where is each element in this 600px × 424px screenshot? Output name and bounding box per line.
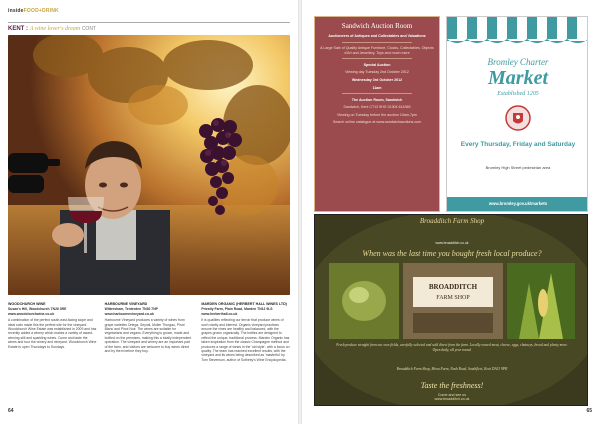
farm-address: Broadditch Farm Shop, Mena Farm, Nash Road, Southfleet, Kent DA13 9PR <box>396 367 508 371</box>
market-days: Every Thursday, Friday and Saturday <box>460 141 576 148</box>
auction-divider <box>342 93 412 94</box>
auction-divider <box>342 42 412 43</box>
section-accent: FOOD+DRINK <box>23 8 59 14</box>
vineyard-photo <box>8 35 290 295</box>
kent-separator: : <box>26 26 30 32</box>
header-divider <box>8 22 290 23</box>
auction-body: A Large Sale of Quality Antique Furniture, Clocks, Collectables, Objects d'Art and Jewellery, Toys and much more <box>320 46 434 55</box>
auction-address: Sandwich, Kent CT13 9HG 01304 614369 <box>343 105 411 110</box>
listing-columns <box>8 302 290 362</box>
kent-heading <box>8 26 96 32</box>
listing-body: It is qualities reflecting our terroir that produce wines of such clarity and interest. Organic vineyard practices ensure the vines are healthy and balanced, with the grapes grown organically. The bottles are designed to reflect the unique, traditional process. Marden Organic has taken inspiration from the classic Champagne method and produces a range of wines in the 'old style', with a focus on quality. The team has reached excellent results, with the vineyard and its wines being described as 'masterful' by Tom Stevenson, author of Sotheby's Wine Encyclopedia. <box>201 318 290 362</box>
listing-marden <box>201 302 290 362</box>
farm-shop-advert <box>314 214 588 406</box>
hero-photo <box>8 35 290 295</box>
market-title-small: Bromley Charter <box>487 57 549 67</box>
market-title-large: Market <box>488 67 548 89</box>
farm-bottom <box>315 393 588 402</box>
listing-harbourne <box>105 302 194 362</box>
listing-woodchurch <box>8 302 97 362</box>
bunting-decoration <box>447 17 588 49</box>
listing-heading: WOODCHURCH WINE <box>8 302 46 306</box>
crest-icon <box>505 103 531 133</box>
farm-url-top[interactable]: www.broadditch.co.uk <box>435 241 469 245</box>
auction-venue: The Auction Room, Sandwich <box>351 97 403 102</box>
listing-heading: MARDEN ORGANIC (HERBERT HALL WINES LTD) <box>201 302 287 306</box>
auction-advert <box>314 16 440 212</box>
market-url[interactable]: www.bromley.gov.uk/markets <box>447 197 588 211</box>
auction-viewing-note: Viewing on Tuesday before the auction 10am-7pm <box>336 112 418 117</box>
market-location: Bromley High Street pedestrian area <box>485 165 551 170</box>
section-prefix: inside <box>8 8 24 14</box>
kent-cont: CONT <box>81 26 96 32</box>
market-established: Established 1205 <box>497 91 539 97</box>
page-number-left: 64 <box>8 408 14 414</box>
section-tag <box>8 8 59 14</box>
right-page <box>302 0 600 424</box>
listing-address: Priestly Farm, Plain Road, Marden TN12 9LS www.herberthall.co.uk <box>201 307 273 316</box>
farm-sign-text-2: FARM SHOP <box>436 295 470 301</box>
auction-viewing: Viewing day Tuesday 2nd October 2012 <box>345 70 409 75</box>
left-page <box>0 0 298 424</box>
auction-divider <box>342 58 412 59</box>
auction-subtitle: Auctioneers of Antiques and Collectables and Valuations <box>328 34 426 38</box>
farm-bottom-url[interactable]: www.broadditch.co.uk <box>434 397 470 402</box>
farm-sign-text-1: BROADDITCH <box>428 283 478 291</box>
auction-website-note: Search online catalogue at www.sandwichauctions.com <box>332 120 422 125</box>
listing-heading: HARBOURNE VINEYARD <box>104 302 148 306</box>
listing-address: Susan's Hill, Woodchurch TN26 3RE www.woodchurchwine.co.uk <box>8 307 67 316</box>
farm-headline: When was the last time you bought fresh local produce? <box>362 249 542 258</box>
page-number-right: 65 <box>586 408 592 414</box>
listing-body: A combination of the perfect south-east-facing slope and ideal soils made this the perfect site for the vineyard. Woodchurch Wine Estate was established in 2009 and has recently added a winery which makes a variety of award-winning still and sparkling wines. Come and taste the wines and tour the winery and vineyard. Woodchurch Wine Estate is open Thursdays to Sundays. <box>8 318 97 349</box>
farm-photo-collage <box>329 263 575 339</box>
farm-bottom-line: Come and see us <box>437 393 467 397</box>
kent-label: KENT <box>8 26 25 32</box>
auction-event-label: Special Auction <box>363 62 391 67</box>
market-advert <box>446 16 588 212</box>
kent-title: A wine lover's dream <box>29 26 81 32</box>
farm-tagline: Taste the freshness! <box>420 381 484 390</box>
auction-title: Sandwich Auction Room <box>341 22 413 30</box>
listing-address: Wittersham, Tenterden TN30 7NP www.harbournevineyard.co.uk <box>104 307 158 316</box>
auction-date: Wednesday 3rd October 2012 <box>351 77 403 82</box>
listing-body: Harbourne Vineyard produces a variety of wines from grape varieties Ortega, Seyval, Muller Thurgau, Pinot Blanc and Pinot Noir. The wines are suitable for vegetarians and vegans. Everything is grown, made and bottled on the premises, making this a totally independent operation. The vineyard and winery are an important part of the farm, and visitors are welcome to buy wines direct and try them before they buy. <box>104 318 192 354</box>
auction-time: 11am <box>372 85 382 90</box>
farm-description: Fresh produce straight from our own fields, carefully selected and sold direct from the farm. Locally reared meat, cheese, eggs, chutneys, bread and plenty more. Open daily, all year round. <box>336 343 568 352</box>
farm-arc-title: Broadditch Farm Shop <box>419 217 485 225</box>
